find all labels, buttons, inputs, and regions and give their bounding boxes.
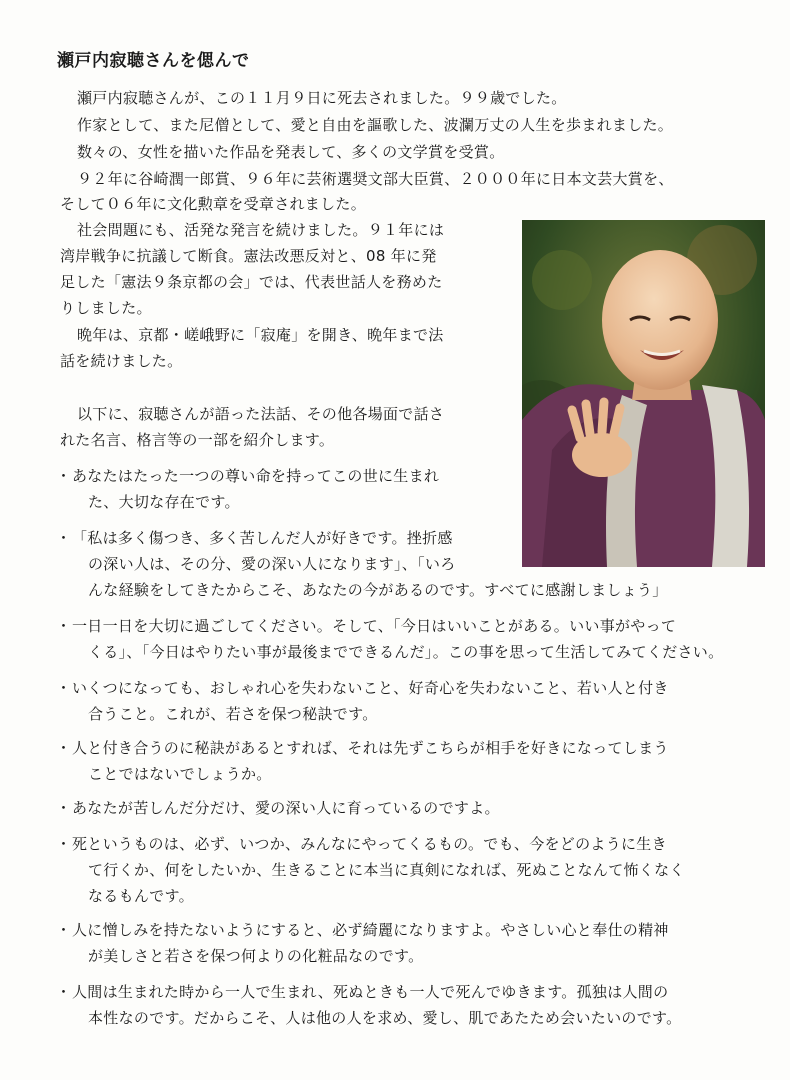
page-title: 瀬戸内寂聴さんを偲んで	[57, 51, 250, 71]
bullet-mark: ・	[56, 921, 72, 939]
quote-line: 合うこと。これが、若さを保つ秘訣です。	[88, 705, 378, 723]
quote-line: あなたが苦しんだ分だけ、愛の深い人に育っているのですよ。	[72, 799, 500, 817]
bullet-mark: ・	[56, 739, 72, 757]
intro-line: 湾岸戦争に抗議して断食。憲法改悪反対と、08 年に発	[60, 247, 437, 265]
portrait-image	[522, 220, 765, 567]
intro-line: 社会問題にも、活発な発言を続けました。９１年には	[77, 221, 445, 239]
bullet-mark: ・	[56, 799, 72, 817]
bullet-mark: ・	[56, 529, 72, 547]
bullet-mark: ・	[56, 679, 72, 697]
intro-line: 話を続けました。	[60, 352, 183, 370]
quote-line: 人に憎しみを持たないようにすると、必ず綺麗になりますよ。やさしい心と奉仕の精神	[72, 921, 669, 939]
intro-line: 以下に、寂聴さんが語った法話、その他各場面で話さ	[77, 405, 445, 423]
quote-line: 本性なのです。だからこそ、人は他の人を求め、愛し、肌であたため会いたいのです。	[88, 1009, 682, 1027]
quote-line: 一日一日を大切に過ごしてください。そして、「今日はいいことがある。いい事がやって	[72, 617, 677, 635]
quote-line: の深い人は、その分、愛の深い人になります」、「いろ	[88, 555, 456, 573]
intro-line: 作家として、また尼僧として、愛と自由を謳歌した、波瀾万丈の人生を歩まれました。	[77, 116, 674, 134]
quote-line: 「私は多く傷つき、多く苦しんだ人が好きです。挫折感	[72, 529, 453, 547]
quote-line: いくつになっても、おしゃれ心を失わないこと、好奇心を失わないこと、若い人と付き	[72, 679, 669, 697]
intro-line: ９２年に谷崎潤一郎賞、９６年に芸術選奨文部大臣賞、２０００年に日本文芸大賞を、	[77, 170, 674, 188]
bullet-mark: ・	[56, 835, 72, 853]
intro-line: りしました。	[60, 299, 152, 317]
portrait-photo	[522, 220, 765, 567]
bullet-mark: ・	[56, 467, 72, 485]
quote-line: 人間は生まれた時から一人で生まれ、死ぬときも一人で死んでゆきます。孤独は人間の	[72, 983, 669, 1001]
quote-line: なるもんです。	[88, 887, 194, 905]
quote-line: 死というものは、必ず、いつか、みんなにやってくるもの。でも、今をどのように生き	[72, 835, 667, 853]
bullet-mark: ・	[56, 617, 72, 635]
quote-line: た、大切な存在です。	[88, 493, 240, 511]
intro-line: 晩年は、京都・嵯峨野に「寂庵」を開き、晩年まで法	[77, 326, 444, 344]
quote-line: 人と付き合うのに秘訣があるとすれば、それは先ずこちらが相手を好きになってしまう	[72, 739, 669, 757]
quote-line: んな経験をしてきたからこそ、あなたの今があるのです。すべてに感謝しましょう」	[88, 581, 668, 599]
quote-line: くる」、「今日はやりたい事が最後までできるんだ」。この事を思って生活してみてください。	[88, 643, 724, 661]
intro-line: 数々の、女性を描いた作品を発表して、多くの文学賞を受賞。	[77, 143, 505, 161]
quote-line: あなたはたった一つの尊い命を持ってこの世に生まれ	[72, 467, 440, 485]
quote-line: ことではないでしょうか。	[88, 765, 272, 783]
intro-line: 瀬戸内寂聴さんが、この１１月９日に死去されました。９９歳でした。	[77, 89, 567, 107]
quote-line: て行くか、何をしたいか、生きることに本当に真剣になれば、死ぬことなんて怖くなく	[88, 861, 685, 879]
intro-line: れた名言、格言等の一部を紹介します。	[60, 431, 335, 449]
quote-line: が美しさと若さを保つ何よりの化粧品なのです。	[88, 947, 424, 965]
intro-line: 足した「憲法９条京都の会」では、代表世話人を務めた	[60, 273, 443, 291]
intro-line: そして０６年に文化勲章を受章されました。	[60, 195, 367, 213]
bullet-mark: ・	[56, 983, 72, 1001]
